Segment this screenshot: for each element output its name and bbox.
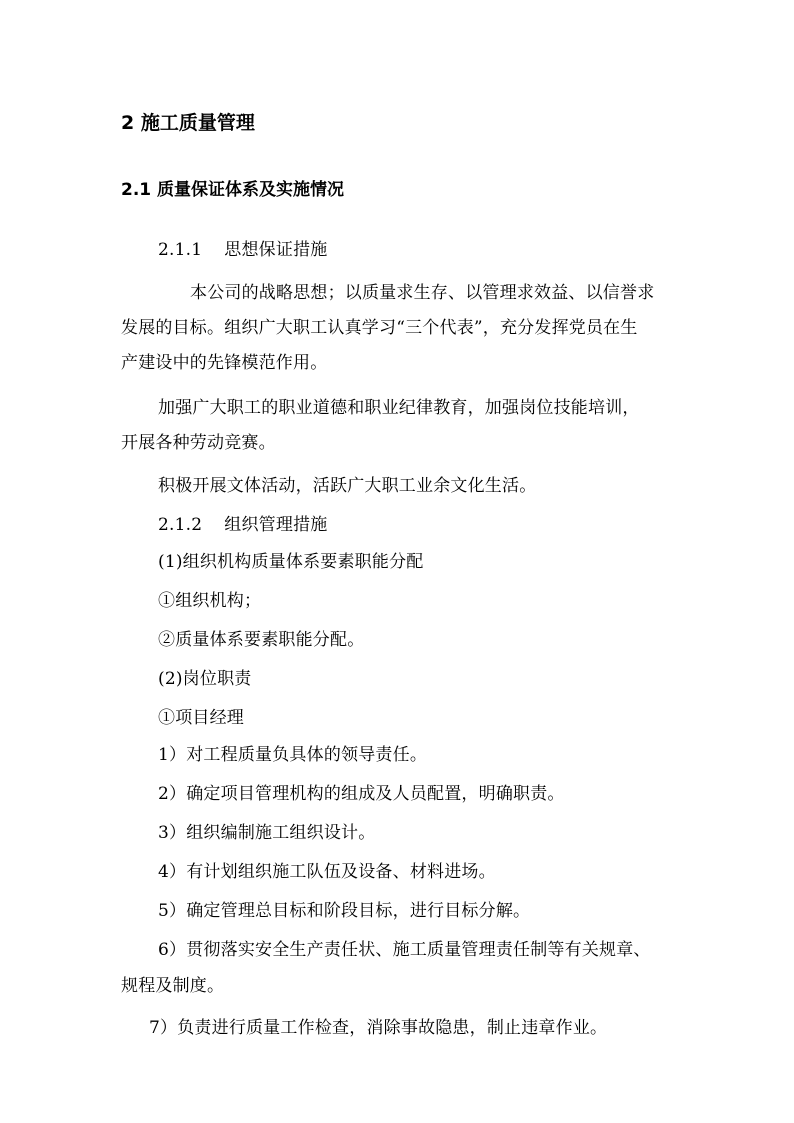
list-item: 3）组织编制施工组织设计。 bbox=[158, 823, 376, 843]
list-item: (2)岗位职责 bbox=[158, 669, 252, 689]
section-heading: 2 施工质量管理 bbox=[121, 112, 255, 134]
list-item: 1）对工程质量负具体的领导责任。 bbox=[158, 745, 428, 765]
subsubsection-heading-2-1-1 bbox=[158, 238, 327, 262]
heading-title: 组织管理措施 bbox=[224, 515, 328, 535]
heading-number: 2.1.1 bbox=[158, 240, 203, 260]
list-item: 6）贯彻落实安全生产责任状、施工质量管理责任制等有关规章、 bbox=[158, 940, 651, 960]
paragraph-line: 发展的目标。组织广大职工认真学习“三个代表”，充分发挥党员在生 bbox=[121, 318, 638, 338]
subsubsection-heading-2-1-2 bbox=[158, 513, 327, 537]
list-item: ①项目经理 bbox=[158, 708, 244, 728]
paragraph-line: 产建设中的先锋模范作用。 bbox=[121, 353, 328, 373]
paragraph-line: 开展各种劳动竞赛。 bbox=[121, 433, 276, 453]
subsection-heading: 2.1 质量保证体系及实施情况 bbox=[121, 180, 345, 200]
list-item: (1)组织机构质量体系要素职能分配 bbox=[158, 552, 424, 572]
list-item: 7）负责进行质量工作检查，消除事故隐患，制止违章作业。 bbox=[149, 1018, 608, 1038]
list-item-continuation: 规程及制度。 bbox=[121, 976, 225, 996]
heading-number: 2.1.2 bbox=[158, 515, 203, 535]
list-item: 5）确定管理总目标和阶段目标，进行目标分解。 bbox=[158, 901, 531, 921]
paragraph-line: 加强广大职工的职业道德和职业纪律教育，加强岗位技能培训， bbox=[158, 398, 640, 418]
heading-title: 思想保证措施 bbox=[224, 240, 328, 260]
paragraph-line: 本公司的战略思想；以质量求生存、以管理求效益、以信誉求 bbox=[190, 283, 655, 303]
list-item: ①组织机构； bbox=[158, 591, 262, 611]
list-item: ②质量体系要素职能分配。 bbox=[158, 630, 365, 650]
paragraph-line: 积极开展文体活动，活跃广大职工业余文化生活。 bbox=[158, 476, 537, 496]
list-item: 2）确定项目管理机构的组成及人员配置，明确职责。 bbox=[158, 784, 565, 804]
list-item: 4）有计划组织施工队伍及设备、材料进场。 bbox=[158, 862, 496, 882]
